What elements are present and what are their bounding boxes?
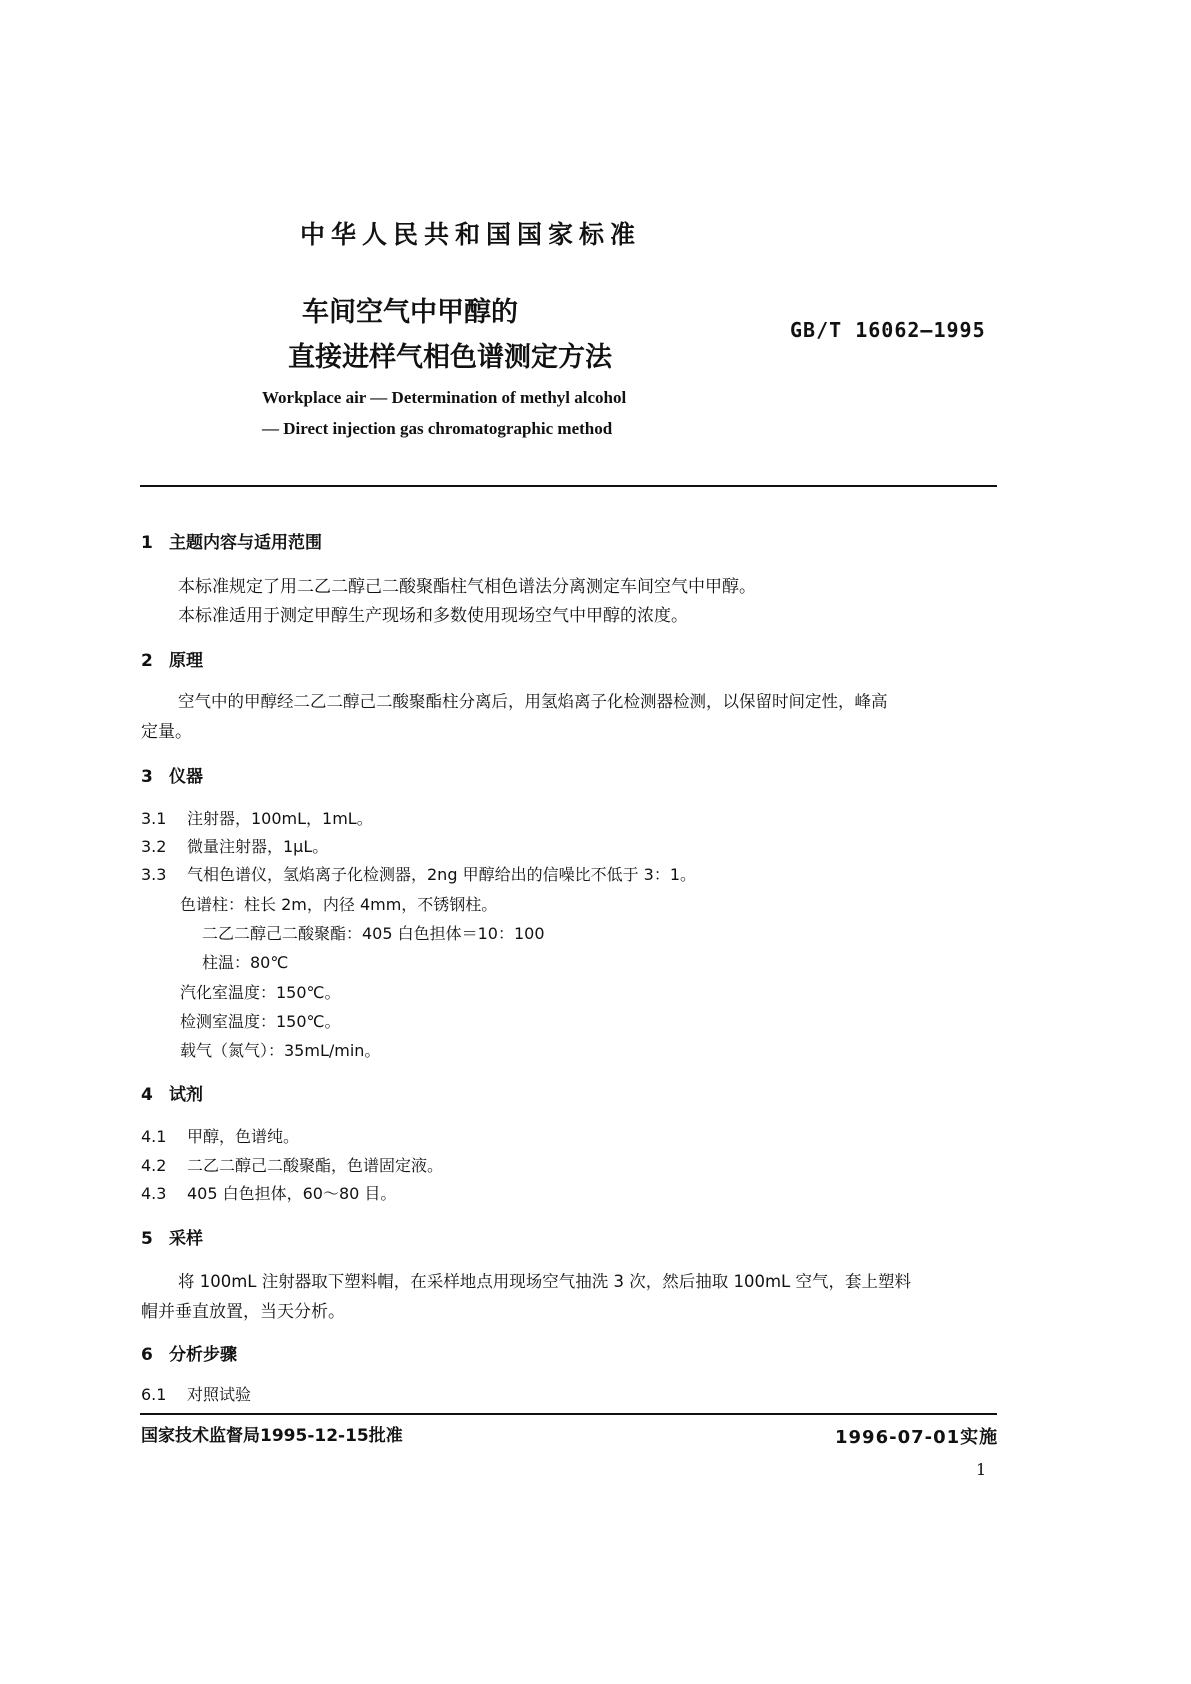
section-2-paragraph-line2: 定量。 [141, 722, 192, 742]
item-number: 6.1 [141, 1385, 167, 1404]
section-number: 2 [141, 651, 153, 671]
column-packing: 二乙二醇己二酸聚酯：405 白色担体＝10：100 [202, 924, 545, 943]
title-en-line2: — Direct injection gas chromatographic method [262, 419, 613, 438]
item-number: 3.3 [141, 865, 167, 884]
carrier-gas: 载气（氮气）：35mL/min。 [180, 1041, 381, 1060]
item-4-2 [141, 1153, 443, 1176]
item-6-1 [141, 1382, 251, 1405]
item-number: 3.2 [141, 837, 167, 856]
header-divider [140, 485, 997, 487]
section-3-heading [141, 762, 203, 787]
item-4-3 [141, 1181, 396, 1204]
section-title: 主题内容与适用范围 [169, 533, 322, 553]
item-3-1 [141, 806, 373, 829]
section-title: 试剂 [169, 1085, 203, 1105]
item-text: 甲醇，色谱纯。 [187, 1127, 300, 1146]
item-4-1 [141, 1124, 299, 1147]
item-text: 微量注射器，1μL。 [187, 837, 329, 856]
page-number: 1 [976, 1460, 987, 1479]
item-3-3 [141, 862, 696, 885]
section-number: 6 [141, 1345, 153, 1365]
item-text: 405 白色担体，60～80 目。 [187, 1184, 397, 1203]
item-number: 4.3 [141, 1184, 167, 1203]
section-6-heading [141, 1340, 237, 1365]
item-number: 4.2 [141, 1156, 167, 1175]
section-number: 3 [141, 767, 153, 787]
item-text: 二乙二醇己二酸聚酯，色谱固定液。 [187, 1156, 444, 1175]
section-4-heading [141, 1080, 203, 1105]
section-title: 原理 [169, 651, 203, 671]
title-en-line1: Workplace air — Determination of methyl alcohol [262, 388, 627, 407]
section-1-paragraph-1: 本标准规定了用二乙二醇己二酸聚酯柱气相色谱法分离测定车间空气中甲醇。 [178, 577, 756, 597]
section-title: 仪器 [169, 767, 203, 787]
section-5-paragraph-line1: 将 100mL 注射器取下塑料帽，在采样地点用现场空气抽洗 3 次，然后抽取 100mL 空气，套上塑料 [178, 1272, 911, 1291]
effective-date: 1996-07-01实施 [835, 1427, 999, 1448]
section-2-paragraph-line1: 空气中的甲醇经二乙二醇己二酸聚酯柱分离后，用氢焰离子化检测器检测，以保留时间定性，峰高 [178, 692, 888, 711]
column-temperature: 柱温：80℃ [202, 953, 289, 972]
item-text: 对照试验 [187, 1385, 252, 1404]
section-title: 分析步骤 [169, 1345, 237, 1365]
chromatographic-column: 色谱柱：柱长 2m，内径 4mm，不锈钢柱。 [180, 895, 498, 914]
section-1-heading [141, 528, 322, 553]
detector-temperature: 检测室温度：150℃。 [180, 1012, 341, 1031]
national-standard-heading: 中华人民共和国国家标准 [300, 220, 642, 249]
item-3-2 [141, 834, 328, 857]
item-number: 4.1 [141, 1127, 167, 1146]
title-cn-line1: 车间空气中甲醇的 [302, 297, 518, 328]
vaporizer-temperature: 汽化室温度：150℃。 [180, 983, 341, 1002]
standard-number: GB/T 16062—1995 [790, 318, 986, 342]
section-5-paragraph-line2: 帽并垂直放置，当天分析。 [141, 1302, 345, 1322]
item-number: 3.1 [141, 809, 167, 828]
item-text: 气相色谱仪，氢焰离子化检测器，2ng 甲醇给出的信噪比不低于 3：1。 [187, 865, 697, 884]
item-text: 注射器，100mL，1mL。 [187, 809, 373, 828]
section-number: 1 [141, 533, 153, 553]
section-1-paragraph-2: 本标准适用于测定甲醇生产现场和多数使用现场空气中甲醇的浓度。 [178, 606, 688, 626]
footer-divider [140, 1413, 997, 1415]
section-5-heading [141, 1224, 203, 1249]
title-cn-line2: 直接进样气相色谱测定方法 [288, 342, 612, 373]
approval-date: 国家技术监督局1995-12-15批准 [141, 1426, 403, 1446]
section-title: 采样 [169, 1229, 203, 1249]
section-2-heading [141, 646, 203, 671]
section-number: 5 [141, 1229, 153, 1249]
section-number: 4 [141, 1085, 153, 1105]
